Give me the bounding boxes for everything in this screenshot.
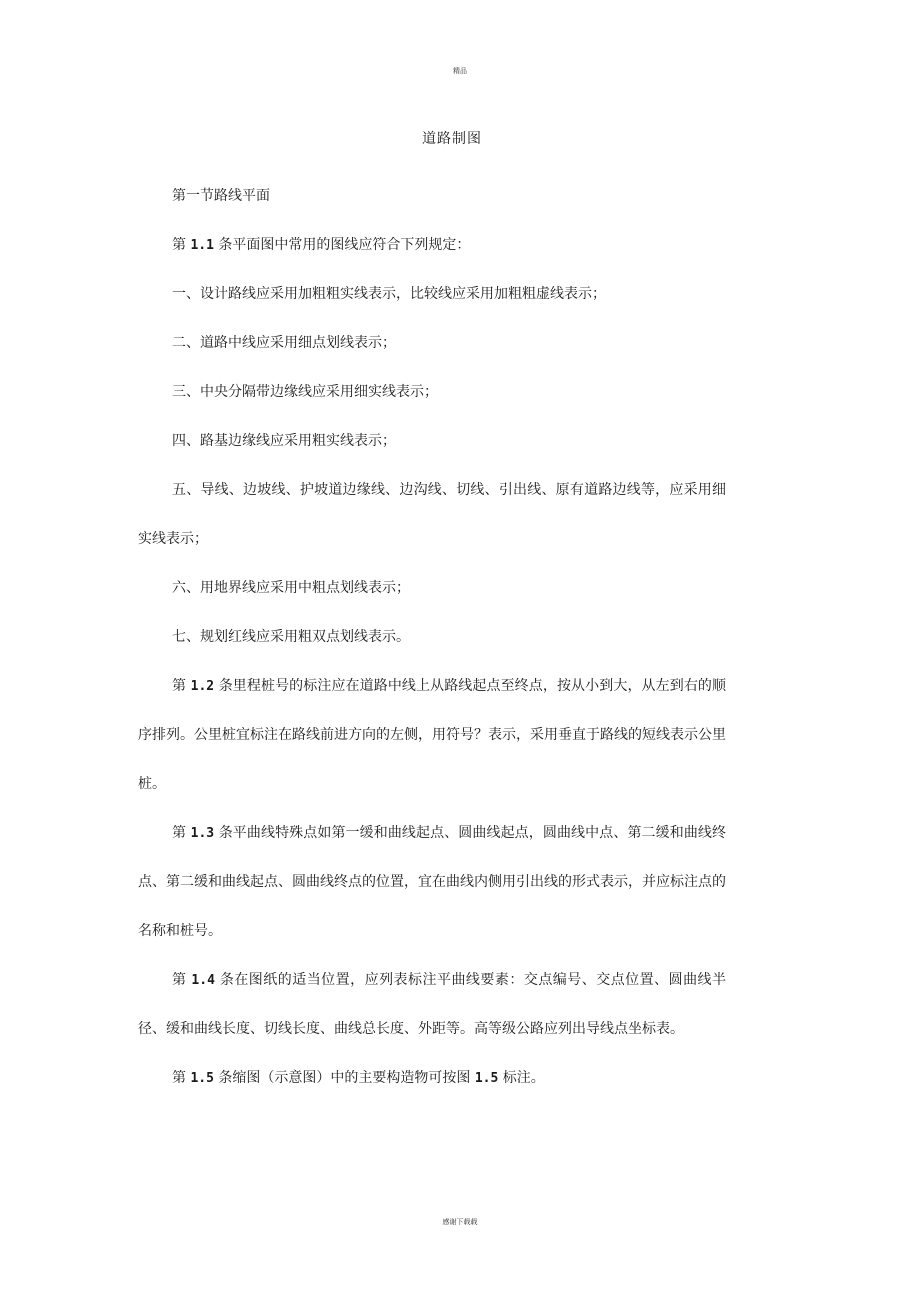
clause-prefix: 第 (172, 972, 187, 988)
document-title: 道路制图 (422, 131, 482, 147)
list-item-4: 四、路基边缘线应采用粗实线表示； (172, 433, 396, 449)
clause-prefix: 第 (172, 1070, 186, 1086)
document-body (138, 172, 726, 1103)
figure-reference-number: 1.5 (474, 1071, 499, 1086)
clause-1-5 (138, 1054, 726, 1103)
clause-number: 1.1 (190, 238, 214, 253)
clause-prefix: 第 (172, 237, 186, 253)
clause-number: 1.4 (191, 973, 215, 988)
clause-prefix: 第 (172, 678, 187, 694)
section-heading: 第一节路线平面 (172, 188, 270, 204)
clause-number: 1.5 (190, 1071, 214, 1086)
clause-1-2 (138, 662, 726, 809)
clause-text: 条平曲线特殊点如第一缓和曲线起点、圆曲线起点，圆曲线中点、第二缓和曲线终点、第二缓和曲线起点、圆曲线终点的位置，宜在曲线内侧用引出线的形式表示，并应标注点的名称和桩号。 (138, 825, 727, 939)
list-item-1: 一、设计路线应采用加粗粗实线表示，比较线应采用加粗粗虚线表示； (172, 286, 606, 302)
clause-text: 条在图纸的适当位置，应列表标注平曲线要素：交点编号、交点位置、圆曲线半径、缓和曲线长度、切线长度、曲线总长度、外距等。高等级公路应列出导线点坐标表。 (138, 972, 727, 1037)
list-item-5: 五、导线、边坡线、护坡道边缘线、边沟线、切线、引出线、原有道路边线等，应采用细实线表示； (138, 482, 726, 547)
clause-text: 条缩图（示意图）中的主要构造物可按图 (218, 1070, 471, 1086)
clause-number: 1.3 (190, 826, 215, 841)
header-mark: 精品 (453, 67, 467, 75)
list-item-6: 六、用地界线应采用中粗点划线表示； (172, 580, 410, 596)
list-item-3: 三、中央分隔带边缘线应采用细实线表示； (172, 384, 438, 400)
clause-number: 1.2 (190, 679, 215, 694)
footer-mark: 感谢下载载 (442, 1218, 478, 1226)
clause-text-end: 标注。 (502, 1070, 545, 1086)
list-item-2: 二、道路中线应采用细点划线表示； (172, 335, 396, 351)
clause-1-3 (138, 809, 726, 956)
clause-1-1 (138, 221, 726, 270)
clause-prefix: 第 (172, 825, 187, 841)
clause-text: 条里程桩号的标注应在道路中线上从路线起点至终点，按从小到大，从左到右的顺序排列。公里桩宜标注在路线前进方向的左侧，用符号？表示，采用垂直于路线的短线表示公里桩。 (138, 678, 727, 792)
list-item-7: 七、规划红线应采用粗双点划线表示。 (172, 629, 410, 645)
clause-1-4 (138, 956, 726, 1054)
clause-text: 条平面图中常用的图线应符合下列规定： (218, 237, 471, 253)
